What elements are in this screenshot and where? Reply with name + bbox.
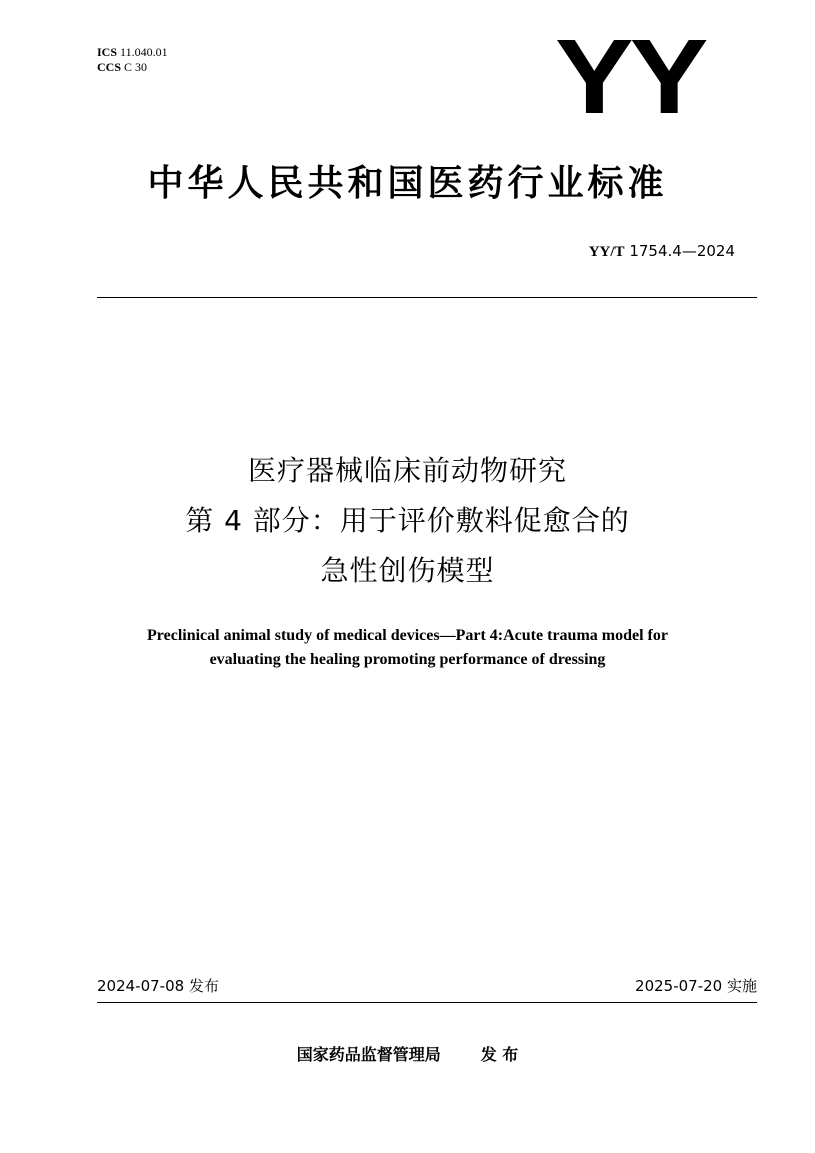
standard-number-value: 1754.4—2024 [629, 242, 735, 260]
title-cn-line3: 急性创伤模型 [320, 554, 495, 587]
publisher-name: 国家药品监督管理局 [296, 1045, 441, 1064]
title-cn-line1: 医疗器械临床前动物研究 [247, 454, 567, 487]
title-en-line1: Preclinical animal study of medical devices—Part 4:Acute trauma model for [147, 627, 668, 644]
ccs-code: C 30 [124, 60, 148, 74]
ccs-label: CCS [97, 60, 122, 74]
standard-number-prefix: YY/T [588, 244, 625, 260]
ics-label: ICS [97, 45, 118, 59]
issue-date: 2024-07-08 发布 [97, 977, 219, 995]
bottom-divider [97, 1002, 757, 1003]
ics-code: 11.040.01 [120, 45, 168, 59]
ccs-line [97, 60, 168, 75]
title-en-line2: evaluating the healing promoting performance of dressing [209, 651, 606, 668]
top-divider [97, 297, 757, 298]
standard-number [589, 241, 735, 262]
publisher [0, 1044, 815, 1066]
classification-codes [97, 45, 168, 75]
title-chinese [0, 446, 815, 596]
publisher-action: 发 布 [480, 1045, 519, 1064]
implementation-date: 2025-07-20 实施 [635, 977, 757, 995]
ics-line [97, 45, 168, 60]
standard-name: 中华人民共和国医药行业标准 [147, 163, 668, 204]
title-english [0, 624, 815, 672]
yy-logo: YY [555, 17, 705, 137]
title-cn-line2: 第 4 部分：用于评价敷料促愈合的 [185, 504, 630, 537]
